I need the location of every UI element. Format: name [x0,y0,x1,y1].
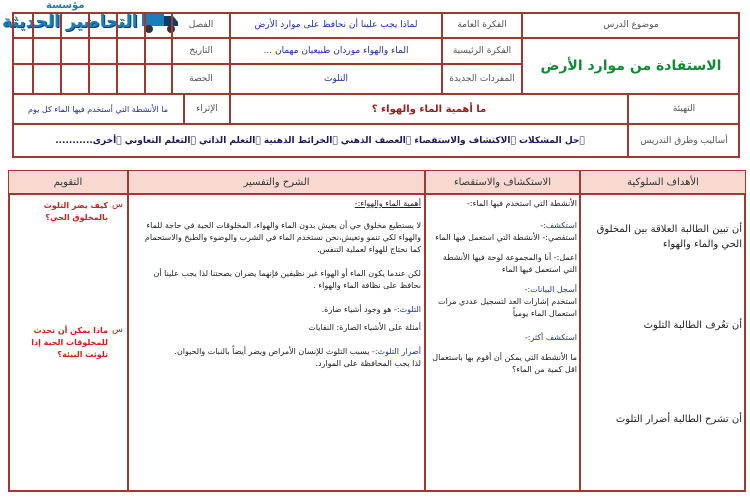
enrichment-value: ما الأنشطة التي أستخدم فيها الماء كل يوم [12,94,184,124]
logo-main-text: التحاضير الحديثة [2,12,138,32]
methods-text: ⃝حل المشكلات ⃝الاكتشاف والاستقصاء ⃝العصف الذهني ⃝الخرائط الذهنية ⃝التعلم الذاتي ⃝التعلم التعاوني ⃝أخرى........... [55,136,585,146]
period-label: الحصة [172,64,230,94]
logo-top-text: مؤسسة [46,0,85,11]
objective-item: أن تعُرف الطالبة التلوث [643,320,742,331]
methods-value [12,124,628,158]
general-idea-label: الفكرة العامة [442,12,522,38]
explanation-p1: لا يستطيع مخلوق حي أن يعيش بدون الماء والهواء، المخلوقات الحية في حاجة للماء والهواء لكي تنمو وتعيش،نحن نستخدم الماء في الشرب والوضوء والطبخ والاستحمام كما نحتاج للهواء لعملية التنفس. [144,221,421,254]
act-text: اعمل:- أنا والمجموعة لوحة فيها الأنشطة التي استعمل فيها الماء [442,253,577,274]
intro-text: ما أهمية الماء والهواء ؟ [371,103,487,115]
examples-head: أمثلة على الأشياء الضارة: [336,323,421,332]
harm-head: أضرار التلوث:- [371,347,421,356]
explanation-h1: أهمية الماء والهواء:- [354,199,421,208]
main-idea-value: الماء والهواء موردان طبيعيان مهمان ... [230,38,442,64]
record-head: أسجل البيانات:- [524,285,577,294]
lesson-topic-label: موضوع الدرس [522,12,740,38]
evaluation-q1-mark: س [112,200,123,210]
objective-item: أن تشرح الطالبة أضرار التلوث [615,414,742,425]
lesson-topic-value [522,38,740,94]
col-header-evaluation: التقويم [8,170,128,194]
enrichment-label: الإثراء [184,94,230,124]
objective-item: أن تبين الطالبة العلاقة بين المخلوق الحي والماء والهواء [596,224,742,250]
col-header-exploration: الاستكشاف والاستقصاء [425,170,580,194]
new-vocab-value: التلوث [230,64,442,94]
pollution-head: التلوث:- [394,305,421,314]
lesson-topic-text: الاستفادة من موارد الأرض [540,58,722,74]
explanation-p2: لكن عندما يكون الماء أو الهواء غير نظيفين فإنهما يضران بصحتنا لذا يجب علينا أن نحافظ على نظافة الماء والهواء . [153,269,421,290]
col-header-explanation: الشرح والتفسير [128,170,425,194]
exploration-q1: الأنشطة التي استخدم فيها الماء:- [467,199,577,208]
explore-body: استقصي:- الأنشطة التي استعمل فيها الماء [435,233,577,242]
intro-label: التهيئة [628,94,740,124]
general-idea-value: لماذا يجب علينا أن نحافظ على موارد الأرض [230,12,442,38]
methods-label: أساليب وطرق التدريس [628,124,740,158]
evaluation-q2-mark: س [112,325,123,335]
evaluation-q1: كيف يضر التلوث بالمخلوق الحي؟ [43,201,108,222]
new-vocab-label: المفردات الجديدة [442,64,522,94]
intro-value [230,94,628,124]
exploration-content [429,198,577,376]
semester-label: الفصل [172,12,230,38]
pollution-line [132,304,421,316]
more-head: استكشف أكثر:- [524,333,577,342]
pollution-body: هو وجود أشياء ضارة. [321,305,392,314]
date-label: التاريخ [172,38,230,64]
explanation-content [132,198,421,370]
explanation-conclusion: لذا يجب المحافظة على الموارد. [315,359,421,368]
col-header-objectives: الأهداف السلوكية [580,170,746,194]
record-body: استخدم إشارات العد لتسجيل عددي مرات استعمال الماء يومياً [438,297,577,318]
more-body: ما الأنشطة التي يمكن أن أقوم بها باستعمال اقل كمية من الماء؟ [432,353,577,374]
main-idea-label: الفكرة الرئيسية [442,38,522,64]
examples-body: النفايات [308,323,334,332]
harm-line [132,346,421,358]
harm-body: يسبب التلوث للإنسان الأمراض ويضر أيضاً بالنبات والحيوان. [174,347,370,356]
evaluation-q2: ماذا يمكن أن تحدث للمخلوقات الحية إذا تلوثت البيئة؟ [31,326,108,359]
examples-line [132,322,421,334]
explore-head: استكشف:- [540,221,577,230]
